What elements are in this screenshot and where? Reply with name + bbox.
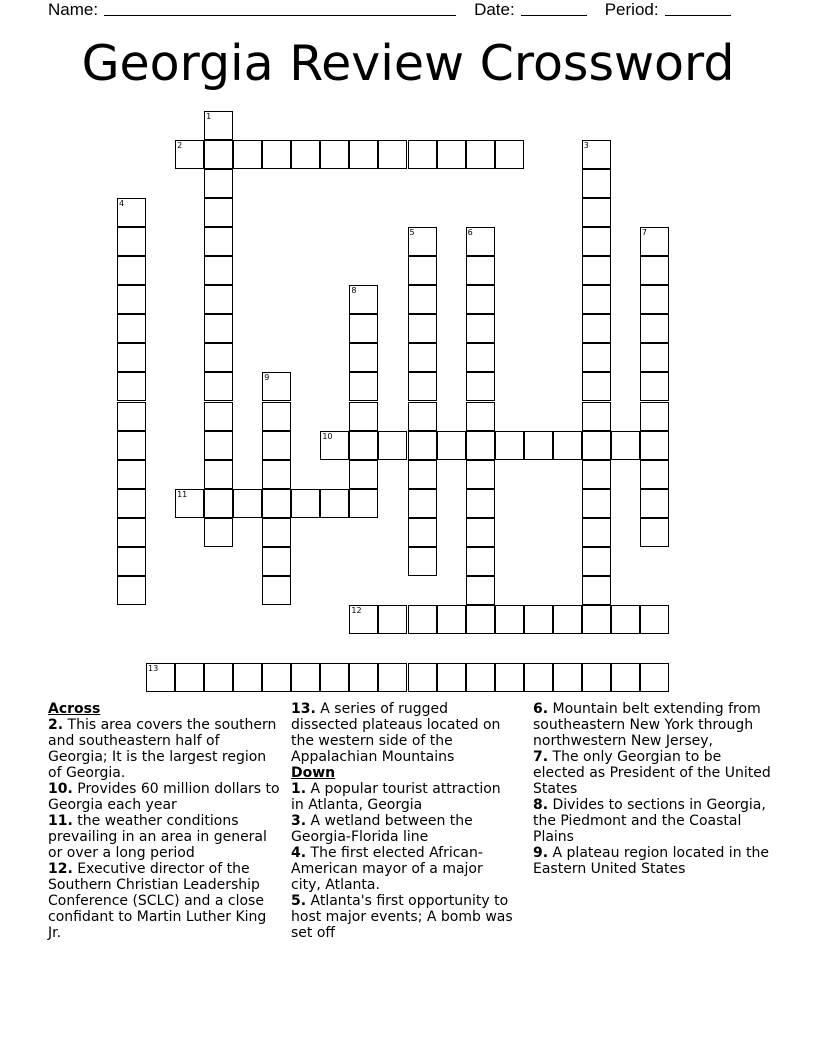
crossword-cell[interactable]	[640, 518, 669, 547]
clue-text: The first elected African-American mayor of a major city, Atlanta.	[291, 845, 483, 893]
crossword-cell[interactable]	[466, 372, 495, 401]
clue-down-3	[291, 813, 515, 845]
crossword-cell[interactable]	[640, 314, 669, 343]
clue-number: 10.	[48, 781, 73, 797]
crossword-cell[interactable]	[320, 489, 349, 518]
crossword-cell[interactable]	[408, 431, 437, 460]
clue-number: 4.	[291, 845, 307, 861]
date-blank-line[interactable]	[521, 0, 587, 16]
crossword-cell[interactable]	[349, 402, 378, 431]
clue-down-4	[291, 845, 515, 893]
clue-across-12	[48, 861, 280, 941]
crossword-cell[interactable]	[640, 663, 669, 692]
crossword-cell[interactable]	[378, 140, 407, 169]
crossword-cell[interactable]	[408, 372, 437, 401]
crossword-cell[interactable]	[117, 372, 146, 401]
crossword-cell[interactable]	[204, 372, 233, 401]
crossword-cell[interactable]	[582, 227, 611, 256]
name-label: Name:	[48, 0, 99, 19]
crossword-cell[interactable]	[582, 402, 611, 431]
clue-text: the weather conditions prevailing in an area in general or over a long period	[48, 813, 267, 861]
clue-number: 1.	[291, 781, 307, 797]
crossword-cell[interactable]	[437, 431, 466, 460]
crossword-cell[interactable]	[582, 372, 611, 401]
crossword-cell[interactable]	[262, 431, 291, 460]
crossword-cell[interactable]	[582, 256, 611, 285]
crossword-cell[interactable]	[466, 314, 495, 343]
crossword-cell[interactable]	[495, 663, 524, 692]
crossword-cell[interactable]	[466, 547, 495, 576]
crossword-cell[interactable]	[466, 576, 495, 605]
crossword-cell[interactable]	[582, 460, 611, 489]
crossword-cell[interactable]	[466, 518, 495, 547]
crossword-cell[interactable]	[437, 140, 466, 169]
clue-number-label: 4	[119, 199, 125, 209]
crossword-cell[interactable]	[524, 431, 553, 460]
clue-number-label: 5	[409, 228, 415, 238]
crossword-cell[interactable]	[291, 489, 320, 518]
clue-number: 6.	[533, 701, 549, 717]
crossword-cell[interactable]	[640, 372, 669, 401]
clue-number: 2.	[48, 717, 64, 733]
clue-down-5	[291, 893, 515, 941]
crossword-cell[interactable]	[466, 140, 495, 169]
crossword-cell[interactable]	[524, 605, 553, 634]
crossword-cell[interactable]	[117, 460, 146, 489]
crossword-cell[interactable]	[378, 605, 407, 634]
crossword-cell[interactable]	[349, 140, 378, 169]
clue-down-6	[533, 701, 773, 749]
period-field[interactable]	[605, 0, 731, 19]
clue-number-label: 3	[583, 141, 589, 151]
crossword-cell[interactable]	[204, 402, 233, 431]
crossword-cell[interactable]	[117, 547, 146, 576]
clue-text: A plateau region located in the Eastern United States	[533, 845, 769, 877]
crossword-cell[interactable]	[408, 256, 437, 285]
crossword-cell[interactable]	[291, 140, 320, 169]
crossword-cell[interactable]	[582, 314, 611, 343]
crossword-cell[interactable]	[408, 314, 437, 343]
crossword-cell[interactable]	[262, 140, 291, 169]
crossword-cell[interactable]	[262, 576, 291, 605]
crossword-cell[interactable]	[408, 402, 437, 431]
crossword-cell[interactable]	[466, 431, 495, 460]
date-field[interactable]	[474, 0, 587, 19]
crossword-cell[interactable]	[582, 576, 611, 605]
clue-across-13	[291, 701, 515, 765]
crossword-cell[interactable]	[553, 605, 582, 634]
crossword-cell[interactable]	[117, 402, 146, 431]
clue-number-label: 8	[351, 286, 357, 296]
crossword-cell[interactable]	[408, 663, 437, 692]
clue-down-8	[533, 797, 773, 845]
clues-column-1	[48, 701, 280, 941]
crossword-cell[interactable]	[117, 489, 146, 518]
crossword-cell[interactable]	[204, 285, 233, 314]
crossword-cell[interactable]	[466, 256, 495, 285]
clue-across-2	[48, 717, 280, 781]
crossword-cell[interactable]	[175, 663, 204, 692]
clue-text: Provides 60 million dollars to Georgia each year	[48, 781, 280, 813]
crossword-cell[interactable]	[495, 140, 524, 169]
clue-number: 11.	[48, 813, 73, 829]
crossword-cell[interactable]	[495, 605, 524, 634]
crossword-cell[interactable]	[640, 460, 669, 489]
crossword-cell[interactable]	[582, 518, 611, 547]
crossword-cell[interactable]	[437, 605, 466, 634]
clue-number: 9.	[533, 845, 549, 861]
crossword-cell[interactable]	[466, 489, 495, 518]
crossword-cell[interactable]	[117, 227, 146, 256]
crossword-cell[interactable]	[408, 343, 437, 372]
crossword-cell[interactable]	[640, 605, 669, 634]
crossword-cell[interactable]	[640, 256, 669, 285]
crossword-cell[interactable]	[204, 518, 233, 547]
crossword-cell[interactable]	[349, 663, 378, 692]
page-title: Georgia Review Crossword	[81, 35, 735, 92]
crossword-cell[interactable]	[117, 576, 146, 605]
clues-column-2	[291, 701, 515, 941]
crossword-cell[interactable]	[582, 198, 611, 227]
crossword-cell[interactable]	[262, 518, 291, 547]
period-blank-line[interactable]	[665, 0, 731, 16]
crossword-cell[interactable]	[204, 169, 233, 198]
crossword-cell[interactable]	[233, 663, 262, 692]
clue-number-label: 11	[177, 489, 188, 499]
clue-down-9	[533, 845, 773, 877]
crossword-cell[interactable]	[349, 372, 378, 401]
clue-number-label: 13	[148, 663, 159, 673]
clue-text: A wetland between the Georgia-Florida line	[291, 813, 473, 845]
crossword-cell[interactable]	[524, 663, 553, 692]
clue-number: 5.	[291, 893, 307, 909]
crossword-cell[interactable]	[611, 605, 640, 634]
clue-number: 7.	[533, 749, 549, 765]
crossword-cell[interactable]	[204, 343, 233, 372]
clue-across-10	[48, 781, 280, 813]
clue-text: Atlanta's first opportunity to host major events; A bomb was set off	[291, 893, 513, 941]
crossword-cell[interactable]	[204, 663, 233, 692]
crossword-cell[interactable]	[291, 663, 320, 692]
crossword-cell[interactable]	[640, 343, 669, 372]
crossword-cell[interactable]	[349, 431, 378, 460]
crossword-cell[interactable]	[582, 169, 611, 198]
crossword-cell[interactable]	[378, 431, 407, 460]
crossword-cell[interactable]	[233, 489, 262, 518]
crossword-cell[interactable]	[262, 489, 291, 518]
crossword-cell[interactable]	[378, 663, 407, 692]
crossword-cell[interactable]	[466, 663, 495, 692]
clue-number: 13.	[291, 701, 316, 717]
crossword-cell[interactable]	[117, 343, 146, 372]
crossword-cell[interactable]	[117, 285, 146, 314]
clue-down-1	[291, 781, 515, 813]
crossword-cell[interactable]	[408, 460, 437, 489]
crossword-cell[interactable]	[204, 314, 233, 343]
crossword-cell[interactable]	[640, 489, 669, 518]
name-blank-line[interactable]	[104, 0, 456, 16]
crossword-cell[interactable]	[117, 314, 146, 343]
crossword-cell[interactable]	[204, 460, 233, 489]
crossword-cell[interactable]	[582, 285, 611, 314]
crossword-cell[interactable]	[204, 198, 233, 227]
across-heading: Across	[48, 701, 101, 717]
crossword-cell[interactable]	[262, 663, 291, 692]
crossword-cell[interactable]	[320, 140, 349, 169]
period-label: Period:	[604, 0, 659, 19]
clue-number-label: 1	[206, 112, 212, 121]
crossword-cell[interactable]	[204, 256, 233, 285]
crossword-cell[interactable]	[611, 431, 640, 460]
clue-number-label: 12	[351, 605, 362, 615]
crossword-cell[interactable]	[408, 518, 437, 547]
date-label: Date:	[474, 0, 515, 19]
crossword-cell[interactable]	[611, 663, 640, 692]
clue-text: Executive director of the Southern Christian Leadership Conference (SCLC) and a close confidant to Martin Luther King Jr.	[48, 861, 267, 941]
clue-number: 12.	[48, 861, 73, 877]
crossword-cell[interactable]	[640, 431, 669, 460]
clue-text: Mountain belt extending from southeastern New York through northwestern New Jersey,	[533, 701, 761, 749]
crossword-cell[interactable]	[117, 256, 146, 285]
crossword-cell[interactable]	[349, 489, 378, 518]
crossword-cell[interactable]	[204, 431, 233, 460]
clue-text: A series of rugged dissected plateaus located on the western side of the Appalachian Mountains	[291, 701, 501, 765]
crossword-cell[interactable]	[262, 547, 291, 576]
crossword-cell[interactable]	[262, 460, 291, 489]
crossword-cell[interactable]	[466, 460, 495, 489]
clue-text: The only Georgian to be elected as President of the United States	[533, 749, 771, 797]
clue-number-label: 6	[467, 228, 473, 238]
crossword-cell[interactable]	[466, 343, 495, 372]
student-info-header	[48, 0, 731, 19]
clue-number-label: 9	[264, 373, 270, 383]
crossword-cell[interactable]	[582, 605, 611, 634]
crossword-cell[interactable]	[408, 489, 437, 518]
crossword-cell[interactable]	[582, 547, 611, 576]
clue-text: Divides to sections in Georgia, the Piedmont and the Coastal Plains	[533, 797, 766, 845]
crossword-cell[interactable]	[466, 605, 495, 634]
crossword-cell[interactable]	[466, 402, 495, 431]
crossword-cell[interactable]	[349, 460, 378, 489]
crossword-cell[interactable]	[437, 663, 466, 692]
crossword-cell[interactable]	[117, 431, 146, 460]
crossword-cell[interactable]	[582, 663, 611, 692]
crossword-cell[interactable]	[553, 663, 582, 692]
crossword-cell[interactable]	[117, 518, 146, 547]
crossword-cell[interactable]	[582, 343, 611, 372]
clue-number: 3.	[291, 813, 307, 829]
crossword-cell[interactable]	[204, 140, 233, 169]
crossword-cell[interactable]	[408, 285, 437, 314]
crossword-cell[interactable]	[408, 605, 437, 634]
crossword-cell[interactable]	[582, 431, 611, 460]
clue-down-7	[533, 749, 773, 797]
crossword-cell[interactable]	[233, 140, 262, 169]
clue-number-label: 2	[177, 141, 183, 151]
crossword-cell[interactable]	[204, 489, 233, 518]
crossword-cell[interactable]	[495, 431, 524, 460]
crossword-cell[interactable]	[640, 402, 669, 431]
clue-text: A popular tourist attraction in Atlanta, Georgia	[291, 781, 501, 813]
crossword-cell[interactable]	[320, 663, 349, 692]
crossword-cell[interactable]	[582, 489, 611, 518]
crossword-cell[interactable]	[640, 285, 669, 314]
crossword-cell[interactable]	[553, 431, 582, 460]
clues-column-3	[533, 701, 773, 877]
crossword-cell[interactable]	[349, 314, 378, 343]
crossword-cell[interactable]	[349, 343, 378, 372]
crossword-cell[interactable]	[466, 285, 495, 314]
down-heading: Down	[291, 765, 336, 781]
crossword-cell[interactable]	[262, 402, 291, 431]
clue-number-label: 10	[322, 431, 333, 441]
clue-number: 8.	[533, 797, 549, 813]
crossword-cell[interactable]	[408, 140, 437, 169]
crossword-cell[interactable]	[204, 227, 233, 256]
clue-text: This area covers the southern and southeastern half of Georgia; It is the largest region of Georgia.	[48, 717, 277, 781]
clue-number-label: 7	[641, 228, 647, 238]
name-field[interactable]	[48, 0, 456, 19]
crossword-cell[interactable]	[408, 547, 437, 576]
clue-across-11	[48, 813, 280, 861]
